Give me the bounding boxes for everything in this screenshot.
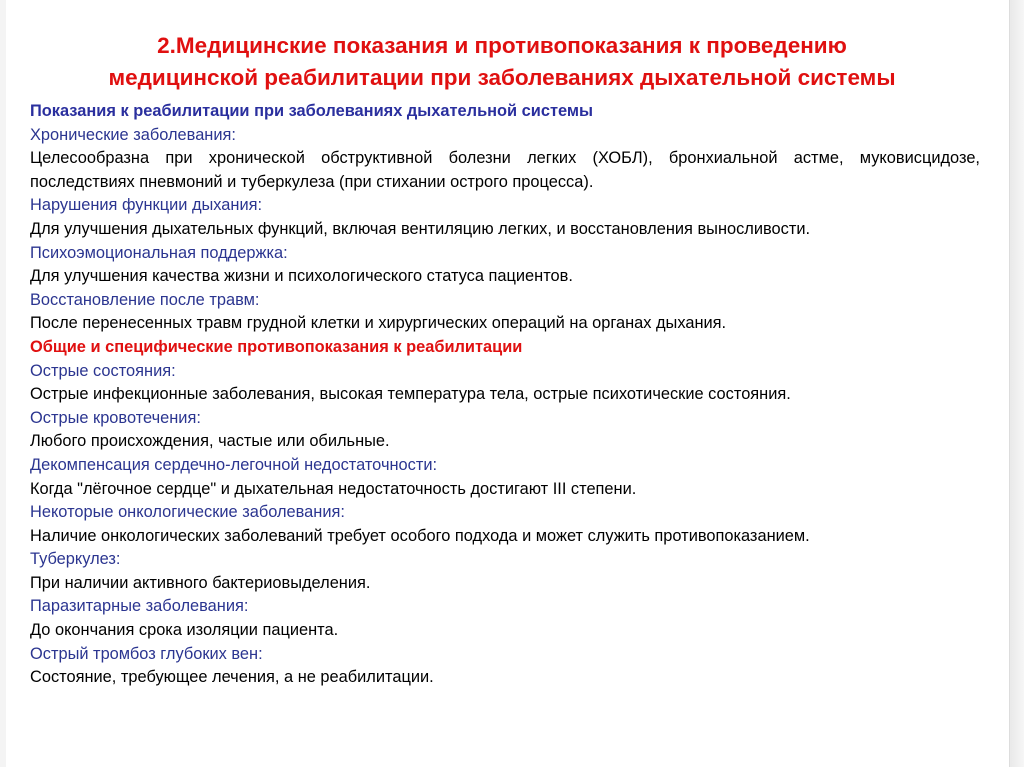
contra-text-thrombosis: Состояние, требующее лечения, а не реабилитации.: [30, 668, 434, 687]
contra-text-bleeding: Любого происхождения, частые или обильные.: [30, 432, 390, 451]
indication-text-trauma: После перенесенных травм грудной клетки и хирургических операций на органах дыхания.: [30, 314, 727, 333]
contra-subhead-thrombosis: Острый тромбоз глубоких вен:: [30, 644, 263, 663]
indication-subhead-respiratory: Нарушения функции дыхания:: [30, 196, 263, 215]
page-title-line-2: медицинской реабилитации при заболеваниях дыхательной системы: [108, 65, 896, 90]
indication-text-chronic: Целесообразна при хронической обструктивной болезни легких (ХОБЛ), бронхиальной астме, муковисцидозе, последствиях пневмоний и туберкулеза (при стихании острого процесса).: [30, 149, 980, 191]
indication-text-psycho: Для улучшения качества жизни и психологического статуса пациентов.: [30, 267, 573, 286]
slide-right-edge: [1009, 0, 1024, 767]
page-title-line-1: 2.Медицинские показания и противопоказания к проведению: [157, 33, 847, 58]
contra-text-acute: Острые инфекционные заболевания, высокая температура тела, острые психотические состояния.: [30, 385, 791, 404]
contra-text-parasitic: До окончания срока изоляции пациента.: [30, 621, 339, 640]
contra-subhead-tuberculosis: Туберкулез:: [30, 550, 121, 569]
contra-text-decompensation: Когда "лёгочное сердце" и дыхательная недостаточность достигают III степени.: [30, 479, 637, 498]
contra-text-oncology: Наличие онкологических заболеваний требует особого подхода и может служить противопоказанием.: [30, 526, 810, 545]
indication-subhead-chronic: Хронические заболевания:: [30, 125, 236, 144]
contra-text-tuberculosis: При наличии активного бактериовыделения.: [30, 573, 371, 592]
slide-content: [30, 100, 980, 690]
contra-subhead-decompensation: Декомпенсация сердечно-легочной недостаточности:: [30, 455, 438, 474]
indications-heading: Показания к реабилитации при заболеваниях дыхательной системы: [30, 102, 594, 120]
contra-subhead-acute: Острые состояния:: [30, 361, 176, 380]
slide-left-edge: [0, 0, 6, 767]
indication-text-respiratory: Для улучшения дыхательных функций, включая вентиляцию легких, и восстановления выносливости.: [30, 219, 811, 238]
indication-subhead-psycho: Психоэмоциональная поддержка:: [30, 243, 288, 262]
indication-subhead-trauma: Восстановление после травм:: [30, 290, 260, 309]
contraindications-heading: Общие и специфические противопоказания к реабилитации: [30, 337, 523, 356]
contra-subhead-parasitic: Паразитарные заболевания:: [30, 597, 249, 616]
contra-subhead-oncology: Некоторые онкологические заболевания:: [30, 503, 345, 522]
contra-subhead-bleeding: Острые кровотечения:: [30, 408, 201, 427]
